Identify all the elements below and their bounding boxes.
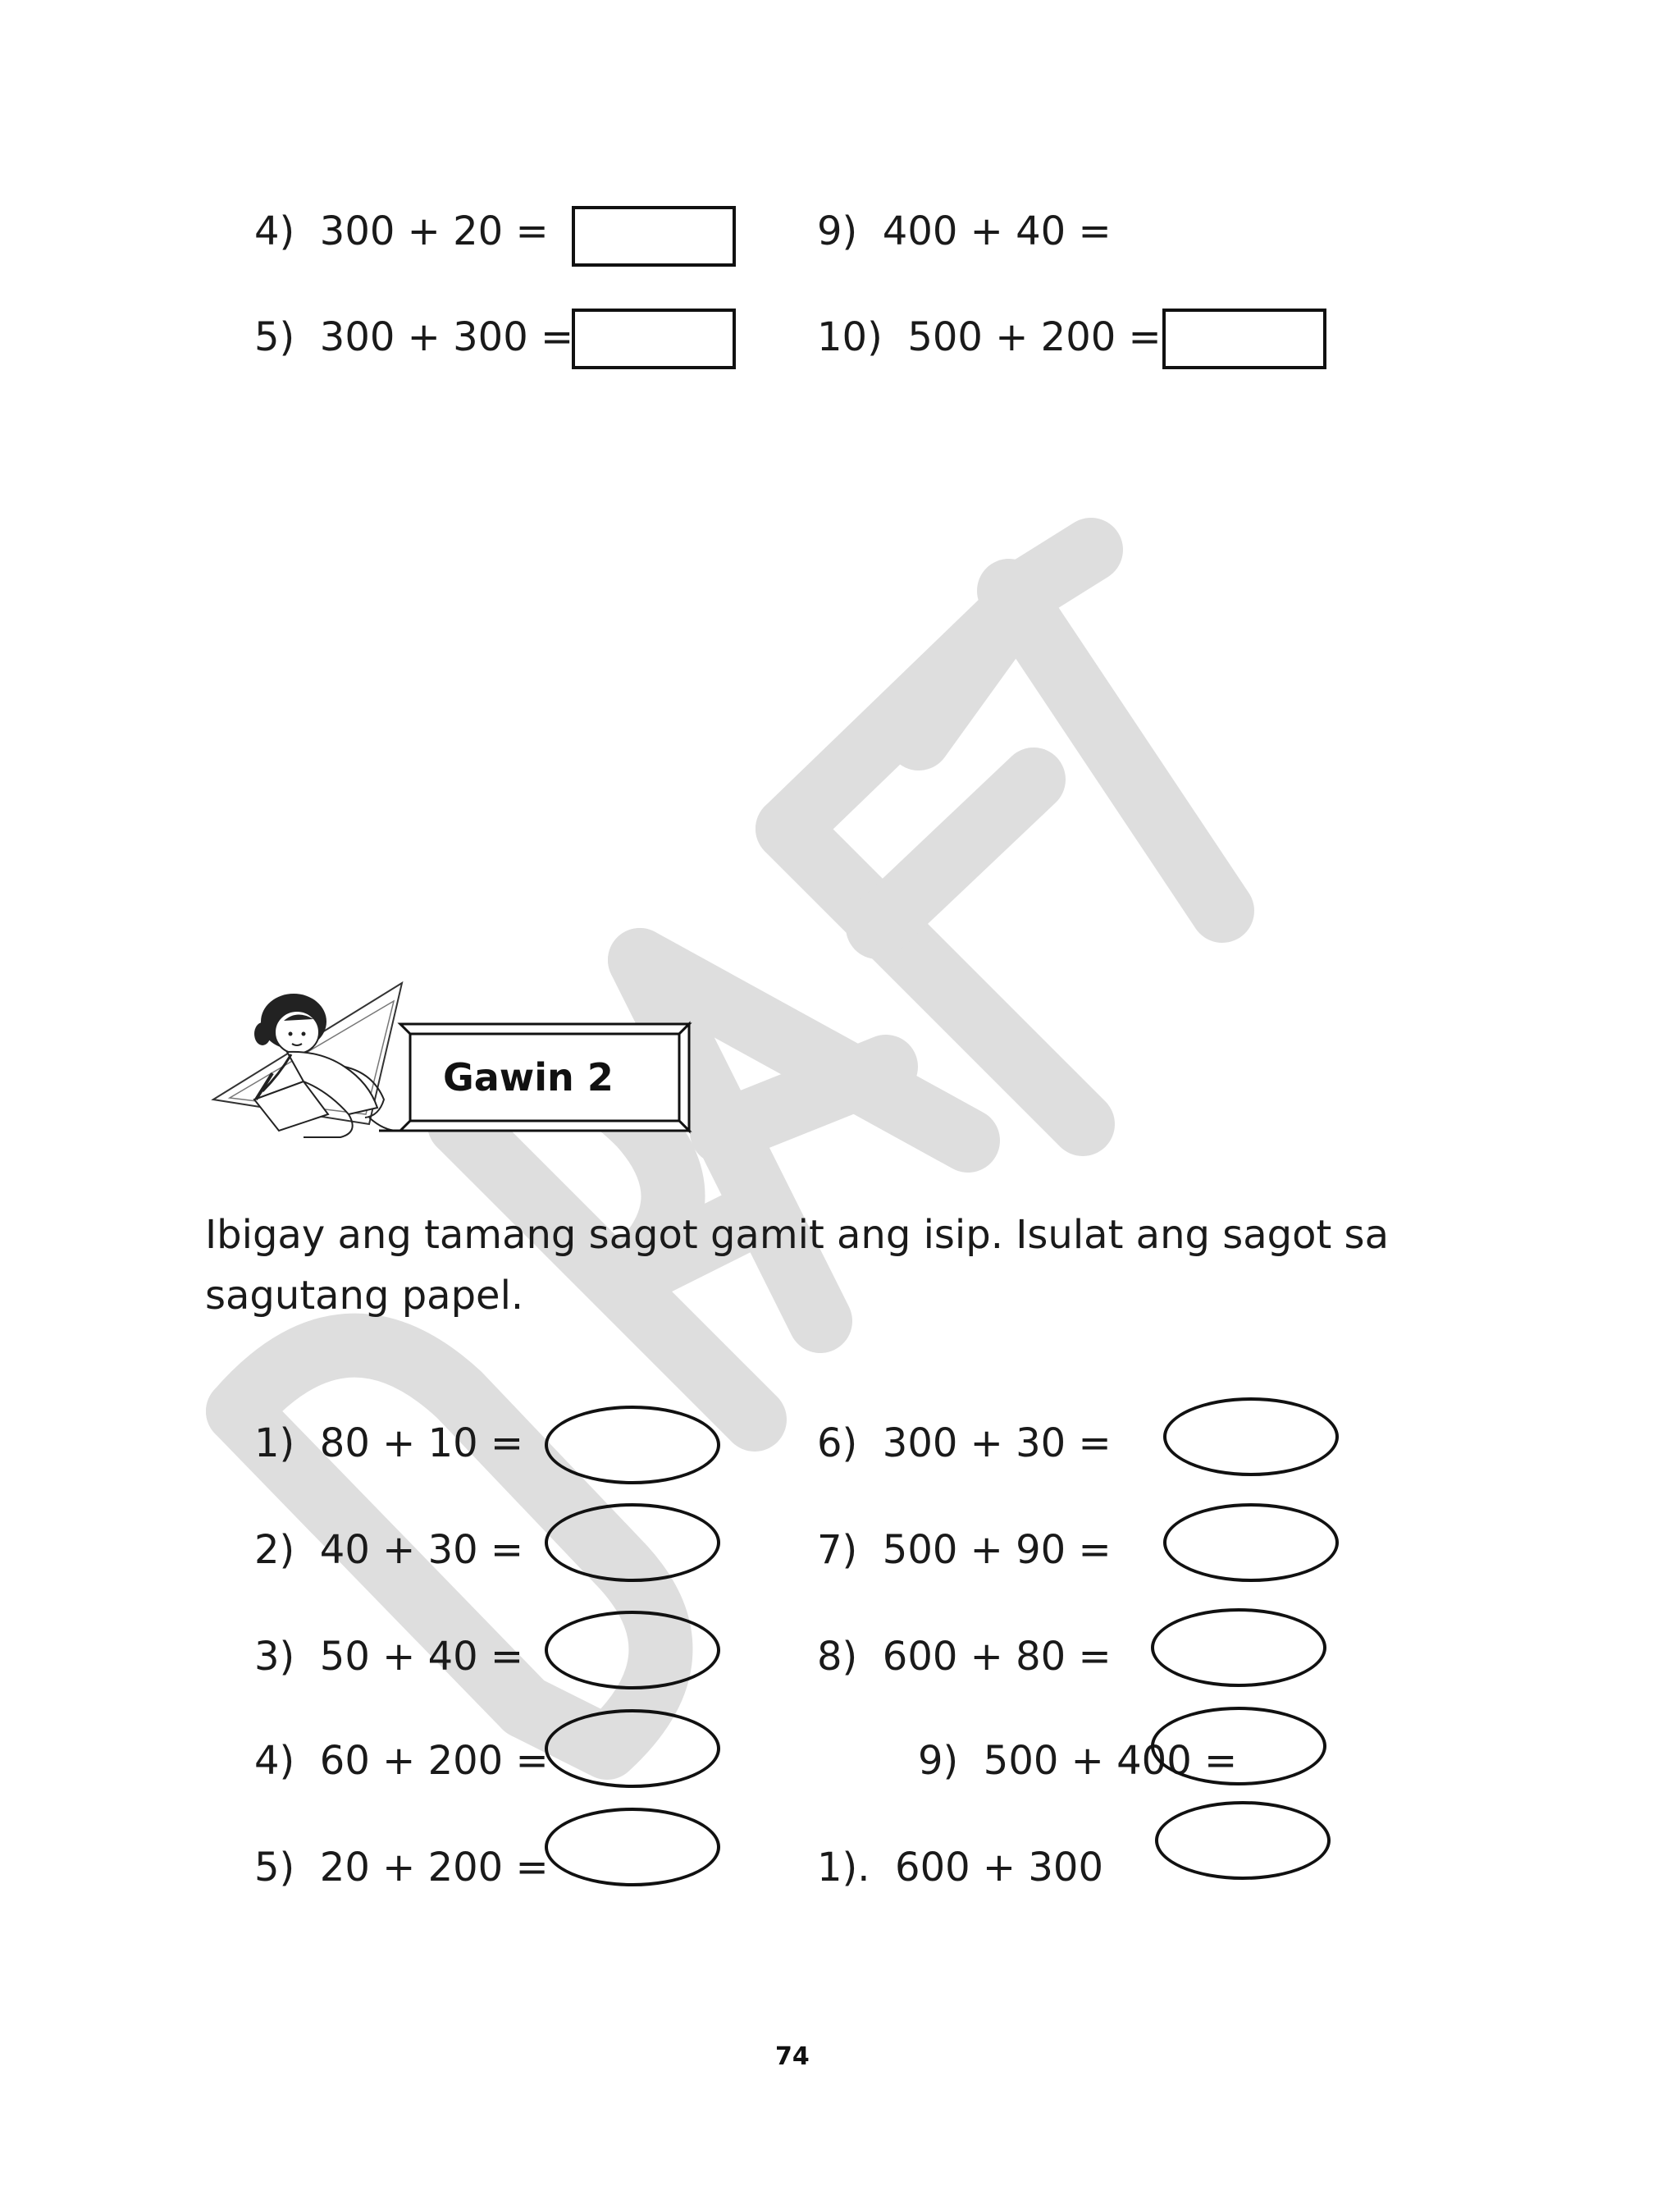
answer-oval[interactable]: [1163, 1503, 1339, 1582]
answer-box[interactable]: [572, 206, 736, 267]
answer-oval[interactable]: [545, 1611, 720, 1689]
problem-label: 8) 600 + 80 =: [817, 1634, 1112, 1680]
answer-oval[interactable]: [1163, 1397, 1339, 1476]
answer-oval[interactable]: [545, 1406, 720, 1484]
problem-label: 7) 500 + 90 =: [817, 1527, 1112, 1573]
answer-oval[interactable]: [1151, 1707, 1326, 1785]
problem-label: 5) 300 + 300 =: [254, 314, 574, 360]
problem-label: 9) 500 + 400 =: [918, 1738, 1238, 1784]
problem-label: 2) 40 + 30 =: [254, 1527, 524, 1573]
answer-oval[interactable]: [545, 1808, 720, 1886]
problem-label: 10) 500 + 200 =: [817, 314, 1162, 360]
problem-label: 6) 300 + 30 =: [817, 1420, 1112, 1466]
answer-oval[interactable]: [1155, 1801, 1331, 1880]
problem-label: 9) 400 + 40 =: [817, 208, 1112, 254]
page-number: 74: [775, 2042, 810, 2071]
problem-label: 4) 300 + 20 =: [254, 208, 549, 254]
answer-oval[interactable]: [545, 1503, 720, 1582]
answer-box[interactable]: [572, 309, 736, 369]
activity-instructions: Ibigay ang tamang sagot gamit ang isip. Isulat ang sagot sa sagutang papel.: [205, 1212, 1389, 1319]
answer-oval[interactable]: [1151, 1608, 1326, 1687]
problem-label: 1) 80 + 10 =: [254, 1420, 524, 1466]
activity-title: Gawin 2: [443, 1055, 614, 1100]
answer-oval[interactable]: [545, 1709, 720, 1788]
answer-box[interactable]: [1162, 309, 1326, 369]
problem-label: 3) 50 + 40 =: [254, 1634, 524, 1680]
problem-label: 5) 20 + 200 =: [254, 1845, 549, 1891]
problem-label: 1). 600 + 300: [817, 1845, 1104, 1891]
problem-label: 4) 60 + 200 =: [254, 1738, 549, 1784]
girl-drawing-icon: [213, 983, 402, 1137]
